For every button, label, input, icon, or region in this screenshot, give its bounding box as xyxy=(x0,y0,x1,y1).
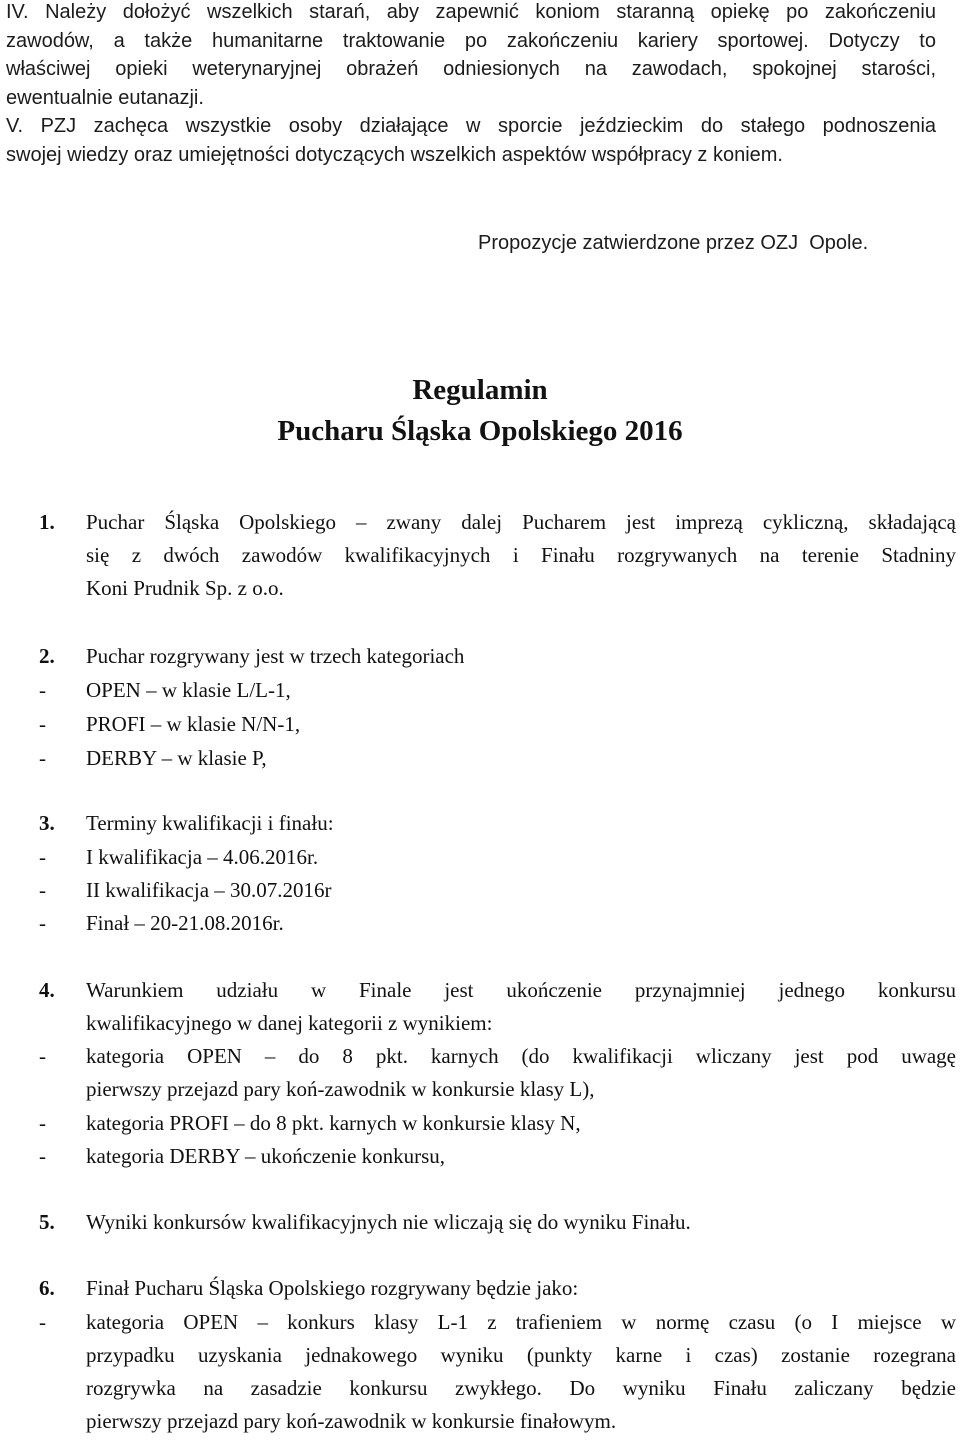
section-1 xyxy=(0,506,960,606)
list-dash: - xyxy=(39,845,46,869)
section-number: 5. xyxy=(39,1210,55,1234)
text-line: właściwej opieki weterynaryjnej obrażeń odniesionych na zawodach, spokojnej starości, xyxy=(6,58,936,80)
text-line: się z dwóch zawodów kwalifikacyjnych i Finału rozgrywanych na terenie Stadniny xyxy=(86,543,956,567)
approval-note: Propozycje zatwierdzone przez OZJ Opole. xyxy=(478,232,869,254)
list-item: Finał – 20-21.08.2016r. xyxy=(86,911,284,935)
list-item: DERBY – w klasie P, xyxy=(86,746,267,770)
text-line: pierwszy przejazd pary koń-zawodnik w konkursie klasy L), xyxy=(86,1077,595,1101)
list-dash: - xyxy=(39,878,46,902)
list-item xyxy=(86,1306,956,1438)
text-line: IV. Należy dołożyć wszelkich starań, aby zapewnić koniom staranną opiekę po zakończeniu xyxy=(6,1,936,23)
intro-paragraph-v xyxy=(6,112,936,169)
list-dash: - xyxy=(39,746,46,770)
list-dash: - xyxy=(39,1144,46,1168)
text-line: zawodów, a także humanitarne traktowanie po zakończeniu kariery sportowej. Dotyczy to xyxy=(6,29,936,52)
section-heading: Terminy kwalifikacji i finału: xyxy=(86,811,334,835)
text-line: Koni Prudnik Sp. z o.o. xyxy=(86,576,284,600)
section-number: 3. xyxy=(39,811,55,835)
section-heading: Puchar rozgrywany jest w trzech kategoriach xyxy=(86,644,465,668)
section-2 xyxy=(0,640,960,780)
document-subtitle: Pucharu Śląska Opolskiego 2016 xyxy=(277,415,683,447)
list-item: kategoria DERBY – ukończenie konkursu, xyxy=(86,1144,446,1168)
intro-paragraph-iv xyxy=(6,0,936,112)
text-line: V. PZJ zachęca wszystkie osoby działające w sporcie jeździeckim do stałego podnoszenia xyxy=(6,115,937,137)
list-item: I kwalifikacja – 4.06.2016r. xyxy=(86,845,319,869)
document-title: Regulamin xyxy=(412,374,548,406)
section-number: 2. xyxy=(39,644,55,668)
list-item: kategoria PROFI – do 8 pkt. karnych w konkursie klasy N, xyxy=(86,1111,581,1135)
text-line: kategoria OPEN – konkurs klasy L-1 z trafieniem w normę czasu (o I miejsce w xyxy=(86,1310,956,1334)
list-dash: - xyxy=(39,712,46,736)
section-5 xyxy=(0,1206,960,1242)
list-item xyxy=(86,1040,956,1106)
paragraph-number: V. xyxy=(6,115,24,137)
list-dash: - xyxy=(39,1111,46,1135)
list-dash: - xyxy=(39,1310,46,1334)
list-item: PROFI – w klasie N/N-1, xyxy=(86,712,301,736)
text-line: przypadku uzyskania jednakowego wyniku (punkty karne i czas) zostanie rozegrana xyxy=(86,1343,956,1367)
section-6 xyxy=(0,1272,960,1440)
text-line: ewentualnie eutanazji. xyxy=(6,86,204,109)
list-dash: - xyxy=(39,1044,46,1068)
section-4 xyxy=(0,974,960,1184)
list-dash: - xyxy=(39,678,46,702)
text-line: rozgrywka na zasadzie konkursu zwykłego. Do wyniku Finału zaliczany będzie xyxy=(86,1376,956,1400)
section-number: 4. xyxy=(39,978,55,1002)
text-line: Puchar Śląska Opolskiego – zwany dalej Pucharem jest imprezą cykliczną, składającą xyxy=(86,510,956,534)
section-number: 6. xyxy=(39,1276,55,1300)
list-item: II kwalifikacja – 30.07.2016r xyxy=(86,878,332,902)
section-text: Wyniki konkursów kwalifikacyjnych nie wliczają się do wyniku Finału. xyxy=(86,1210,691,1234)
section-number: 1. xyxy=(39,510,55,534)
list-item: OPEN – w klasie L/L-1, xyxy=(86,678,291,702)
text-line: Warunkiem udziału w Finale jest ukończenie przynajmniej jednego konkursu xyxy=(86,978,956,1002)
text-line: swojej wiedzy oraz umiejętności dotyczących wszelkich aspektów współpracy z koniem. xyxy=(6,143,783,166)
text-line: kwalifikacyjnego w danej kategorii z wynikiem: xyxy=(86,1011,493,1035)
text-line: pierwszy przejazd pary koń-zawodnik w konkursie finałowym. xyxy=(86,1409,617,1433)
text-line: kategoria OPEN – do 8 pkt. karnych (do kwalifikacji wliczany jest pod uwagę xyxy=(86,1044,956,1068)
list-dash: - xyxy=(39,911,46,935)
section-heading: Finał Pucharu Śląska Opolskiego rozgrywany będzie jako: xyxy=(86,1276,579,1300)
section-3 xyxy=(0,807,960,947)
